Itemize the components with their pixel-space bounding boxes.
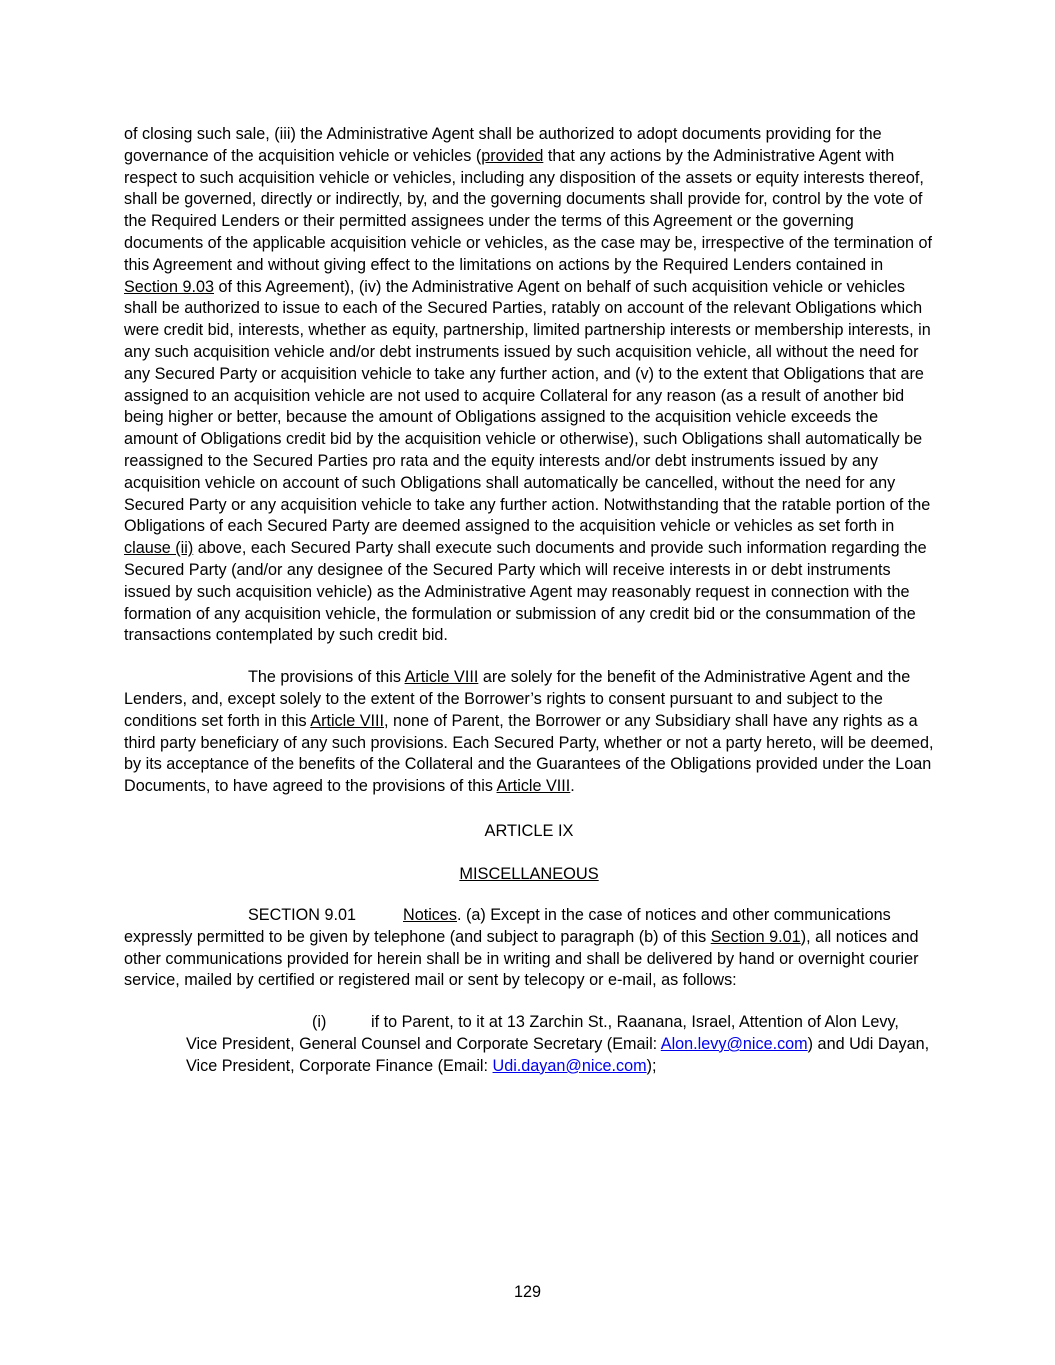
section-9-01-paragraph bbox=[124, 905, 934, 992]
paragraph-credit-bid bbox=[124, 124, 934, 647]
email-link-alon-levy[interactable]: Alon.levy@nice.com bbox=[660, 1034, 808, 1053]
text-run: that any actions by the Administrative Agent with respect to such acquisition vehicle or vehicles, including any disposition of the assets or equity interests thereof, shall be governed, directly or indirectly, by, and the governing documents shall provide for, control by the vote of the Required Lenders or their permitted assignees under the terms of this Agreement or the governing documents of the applicable acquisition vehicle or vehicles, as the case may be, irrespective of the termination of this Agreement and without giving effect to the limitations on actions by the Required Lenders contained in bbox=[124, 146, 933, 274]
text-run: ) and Udi Dayan, Vice President, Corporate Finance (Email: bbox=[186, 1034, 930, 1075]
article-viii-reference: Article VIII bbox=[404, 668, 479, 687]
text-run: of closing such sale, (iii) the Administrative Agent shall be authorized to adopt documents providing for the governance of the acquisition vehicle or vehicles ( bbox=[124, 125, 882, 165]
miscellaneous-heading: MISCELLANEOUS bbox=[459, 864, 599, 883]
document-page bbox=[124, 124, 934, 1094]
email-link-udi-dayan[interactable]: Udi.dayan@nice.com bbox=[492, 1056, 647, 1075]
article-viii-reference: Article VIII bbox=[310, 711, 385, 730]
text-run: The provisions of this bbox=[248, 668, 405, 687]
provided-term: provided bbox=[481, 146, 544, 165]
text-run: if to Parent, to it at 13 Zarchin St., Raanana, Israel, Attention of Alon Levy, Vice President, General Counsel and Corporate Secretary (Email: bbox=[186, 1013, 899, 1053]
article-viii-reference: Article VIII bbox=[496, 777, 571, 796]
text-run: ), all notices and other communications provided for herein shall be in writing and shall be delivered by hand or overnight courier service, mailed by certified or registered mail or sent by telecopy or e-mail, as follows: bbox=[124, 927, 919, 990]
clause-label: (i) bbox=[312, 1013, 327, 1032]
notice-address-parent bbox=[186, 1012, 934, 1077]
section-title: Notices bbox=[403, 905, 457, 924]
paragraph-article-viii-benefit bbox=[124, 667, 934, 798]
text-run: above, each Secured Party shall execute such documents and provide such information regarding the Secured Party (and/or any designee of the Secured Party which will receive interests in or debt instruments issued by such acquisition vehicle) as the Administrative Agent may reasonably request in connection with the formation of any acquisition vehicle, the formulation or submission of any credit bid or the consummation of the transactions contemplated by such credit bid. bbox=[124, 539, 927, 645]
section-number: SECTION 9.01 bbox=[248, 905, 356, 924]
text-run: . bbox=[570, 777, 575, 796]
text-run: ); bbox=[646, 1056, 657, 1075]
page-number: 129 bbox=[513, 1283, 541, 1301]
clause-ii-reference: clause (ii) bbox=[124, 539, 194, 558]
article-heading: ARTICLE IX bbox=[484, 821, 574, 840]
text-run: . (a) Except in the case of notices and other communications expressly permitted to be given by telephone (and subject to paragraph (b) of this bbox=[124, 905, 891, 946]
text-run: are solely for the benefit of the Administrative Agent and the Lenders, and, except solely to the extent of the Borrower’s rights to consent pursuant to and subject to the conditions set forth in this bbox=[124, 668, 911, 730]
section-9-01-reference: Section 9.01 bbox=[710, 927, 801, 946]
text-run: of this Agreement), (iv) the Administrative Agent on behalf of such acquisition vehicle or vehicles shall be authorized to issue to each of the Secured Parties, ratably on account of the relevant Obligations which were credit bid, interests, whether as equity, partnership, limited partnership interests or membership interests, in any such acquisition vehicle and/or debt instruments issued by such acquisition vehicle, all without the need for any Secured Party or acquisition vehicle to take any further action, and (v) to the extent that Obligations that are assigned to an acquisition vehicle are not used to acquire Collateral for any reason (as a result of another bid being higher or better, because the amount of Obligations assigned to the acquisition vehicle exceeds the amount of Obligations credit bid by the acquisition vehicle or otherwise), such Obligations shall automatically be reassigned to the Secured Parties pro rata and the equity interests and/or debt instruments issued by any acquisition vehicle on account of such Obligations shall automatically be cancelled, without the need for any Secured Party or any acquisition vehicle to take any further action. Notwithstanding that the ratable portion of the Obligations of each Secured Party are deemed assigned to the acquisition vehicle or vehicles as set forth in bbox=[124, 277, 931, 536]
text-run: , none of Parent, the Borrower or any Subsidiary shall have any rights as a third party beneficiary of any such provisions. Each Secured Party, whether or not a party hereto, will be deemed, by its acceptance of the benefits of the Collateral and the Guarantees of the Obligations provided under the Loan Documents, to have agreed to the provisions of this bbox=[124, 711, 934, 796]
section-9-03-reference: Section 9.03 bbox=[124, 277, 214, 296]
